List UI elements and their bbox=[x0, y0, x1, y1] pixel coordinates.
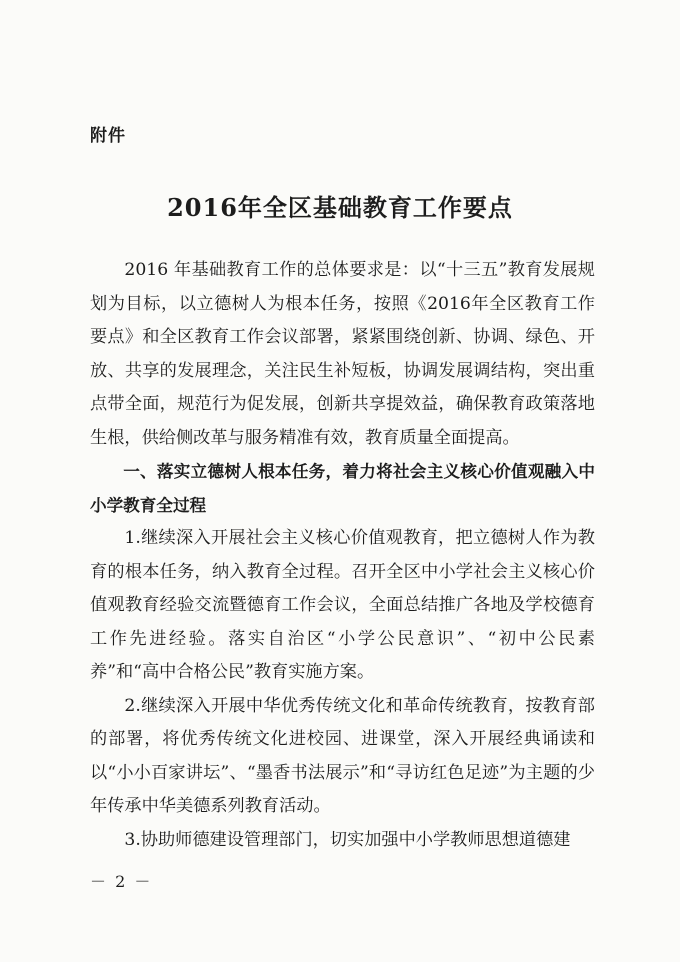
paragraph-item-3: 3.协助师德建设管理部门，切实加强中小学教师思想道德建 bbox=[124, 829, 571, 850]
attachment-label: 附件 bbox=[90, 126, 126, 146]
section-heading-1: 一、落实立德树人根本任务，着力将社会主义核心价值观融入中小学教育全过程 bbox=[90, 462, 595, 515]
document-body bbox=[90, 254, 595, 857]
paragraph-intro: 2016 年基础教育工作的总体要求是：以“十三五”教育发展规划为目标，以立德树人为根本任务，按照《2016年全区教育工作要点》和全区教育工作会议部署，紧紧围绕创新、协调、绿色、开放、共享的发展理念，关注民生补短板，协调发展调结构，突出重点带全面，规范行为促发展，创新共享提效益，确保教育政策落地生根，供给侧改革与服务精准有效，教育质量全面提高。 bbox=[90, 260, 595, 448]
document-title: 2016年全区基础教育工作要点 bbox=[167, 193, 513, 222]
paragraph-item-1: 1.继续深入开展社会主义核心价值观教育，把立德树人作为教育的根本任务，纳入教育全过程。召开全区中小学社会主义核心价值观教育经验交流暨德育工作会议，全面总结推广各地及学校德育工作先进经验。落实自治区“小学公民意识”、“初中公民素养”和“高中合格公民”教育实施方案。 bbox=[90, 528, 595, 682]
paragraph-item-2: 2.继续深入开展中华优秀传统文化和革命传统教育，按教育部的部署，将优秀传统文化进校园、进课堂，深入开展经典诵读和以“小小百家讲坛”、“墨香书法展示”和“寻访红色足迹”为主题的少年传承中华美德系列教育活动。 bbox=[90, 695, 595, 816]
page-number: － 2 － bbox=[90, 872, 153, 891]
